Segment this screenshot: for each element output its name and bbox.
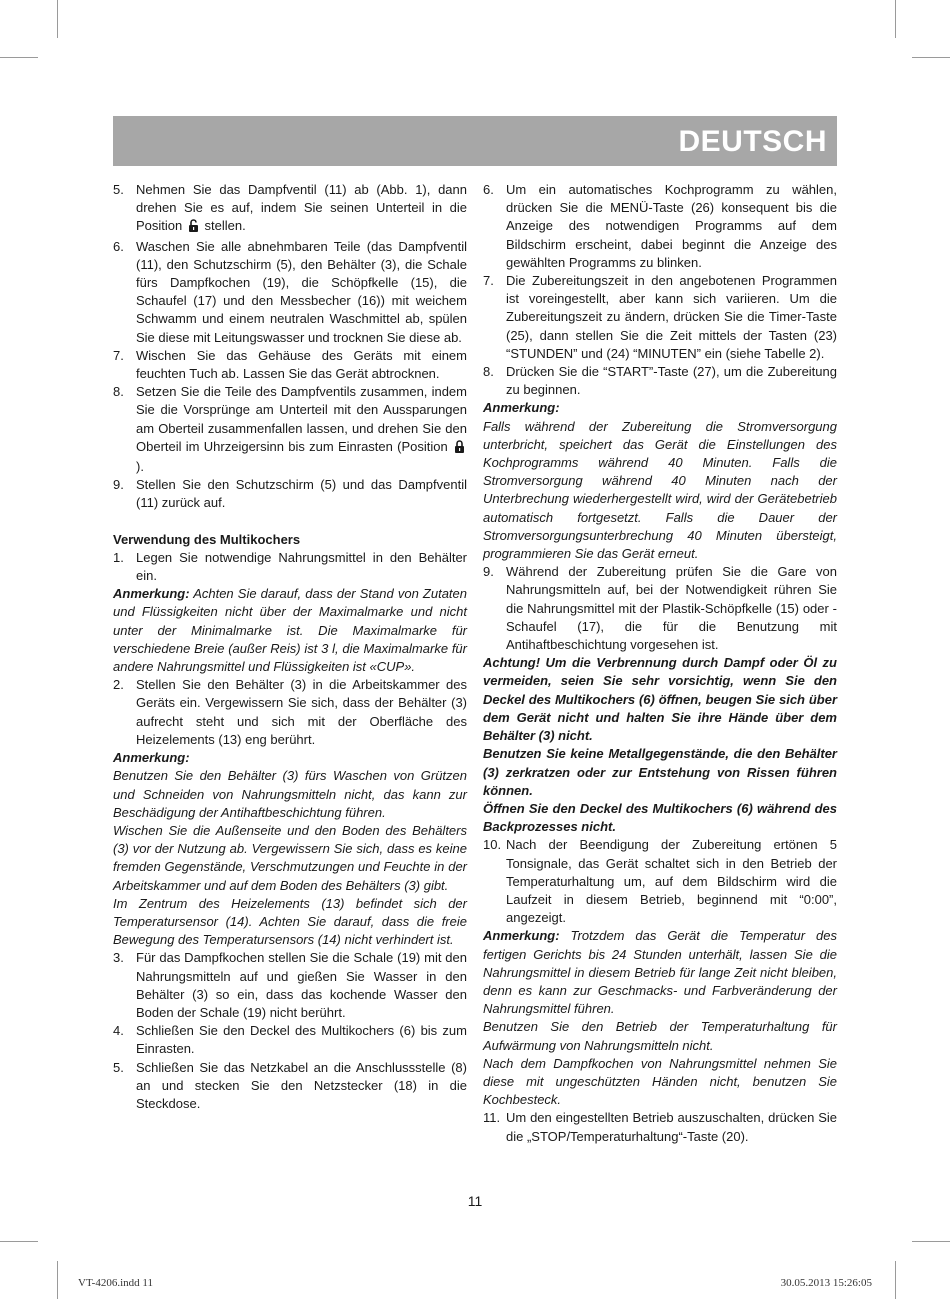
list-item: 9. Stellen Sie den Schutzschirm (5) und das Dampfventil (11) zurück auf.	[113, 477, 467, 511]
list-item: 7. Wischen Sie das Gehäuse des Geräts mit einem feuchten Tuch ab. Lassen Sie das Gerät abtrocknen.	[113, 347, 467, 382]
crop-mark	[0, 57, 38, 58]
list-item: 6. Um ein automatisches Kochprogramm zu wählen, drücken Sie die MENÜ-Taste (26) konsequent bis die Anzeige des notwendigen Programms auf dem Bildschirm erscheint, dabei beginnt die Anzeige des gewählten Programms zu blinken.	[483, 182, 837, 270]
crop-mark	[57, 0, 58, 38]
section-heading: Verwendung des Multikochers	[113, 531, 301, 547]
note: Wischen Sie die Außenseite und den Boden des Behälters (3) vor der Nutzung ab. Vergewissern Sie sich, dass es keine fremden Gegenstände, Verschmutzungen und Feuchte in der Arbeitskammer und auf dem Boden des Behälters (3) gibt.	[113, 822, 467, 893]
note: Nach dem Dampfkochen von Nahrungsmittel nehmen Sie diese mit ungeschützten Händen nicht, benutzen Sie Kochbesteck.	[483, 1055, 837, 1108]
list-item: 10. Nach der Beendigung der Zubereitung ertönen 5 Tonsignale, das Gerät schaltet sich in den Betrieb der Temperaturhaltung um, auf dem Bildschirm wird die Laufzeit in diesem Betrieb, beginnend mit “0:00”, angezeigt.	[483, 837, 837, 926]
note: Benutzen Sie den Behälter (3) fürs Waschen von Grützen und Schneiden von Nahrungsmitteln nicht, das kann zur Beschädigung der Antihaftbeschichtung führen.	[113, 768, 467, 820]
list-item: 1. Legen Sie notwendige Nahrungsmittel in den Behälter ein.	[113, 549, 467, 584]
note-label: Anmerkung:	[113, 586, 190, 602]
note: Benutzen Sie den Betrieb der Temperaturhaltung für Aufwärmung von Nahrungsmitteln nicht.	[483, 1019, 837, 1053]
list-item: 8. Drücken Sie die “START”-Taste (27), um die Zubereitung zu beginnen.	[483, 364, 837, 398]
note: Im Zentrum des Heizelements (13) befindet sich der Temperatursensor (14). Achten Sie darauf, dass die freie Bewegung des Temperatursensors (14) nicht verhindert ist.	[113, 895, 467, 948]
list-item: 5. Schließen Sie das Netzkabel an die Anschlussstelle (8) an und stecken Sie den Netzstecker (18) in die Steckdose.	[113, 1059, 467, 1111]
left-column	[113, 181, 467, 1113]
list-item: 2. Stellen Sie den Behälter (3) in die Arbeitskammer des Geräts ein. Vergewissern Sie sich, dass der Behälter (3) aufrecht steht und sich mit der Oberfläche des Heizelements (13) eng berührt.	[113, 677, 467, 747]
list-item: 6. Waschen Sie alle abnehmbaren Teile (das Dampfventil (11), den Schutzschirm (5), den Behälter (3), die Schale fürs Dampfkochen (19), die Schöpfkelle (15), die Schaufel (17) und den Messbecher (16)) mit weichem Schwamm und einem neutralen Waschmittel ab, spülen Sie diese mit Leitungswasser und trocknen Sie diese ab.	[113, 238, 467, 345]
page-number: 11	[467, 1193, 483, 1209]
note: Anmerkung: Trotzdem das Gerät die Temperatur des fertigen Gerichts bis 24 Stunden unterhält, lassen Sie die Nahrungsmittel in diesem Betrieb für lange Zeit nicht bleiben, denn es kann zur Geschmacks- und Farbveränderung der Nahrungsmittel führen.	[483, 928, 837, 1017]
language-title: DEUTSCH	[678, 125, 827, 158]
crop-mark	[895, 0, 896, 38]
crop-mark	[912, 1241, 950, 1242]
list-item: 4. Schließen Sie den Deckel des Multikochers (6) bis zum Einrasten.	[113, 1023, 467, 1057]
list-item: 3. Für das Dampfkochen stellen Sie die Schale (19) mit den Nahrungsmitteln auf und gießen Sie Wasser in den Behälter (3) so ein, dass das kochende Wasser den Boden der Schale (19) nicht berührt.	[113, 950, 467, 1020]
warning: Benutzen Sie keine Metallgegenstände, die den Behälter (3) zerkratzen oder zur Entstehung von Rissen führen können.	[483, 746, 837, 798]
list-item: 11. Um den eingestellten Betrieb auszuschalten, drücken Sie die „STOP/Temperaturhaltung“-Taste (20).	[483, 1110, 837, 1144]
crop-mark	[0, 1241, 38, 1242]
note: Anmerkung: Achten Sie darauf, dass der Stand von Zutaten und Flüssigkeiten nicht über der Maximalmarke und nicht unter der Minimalmarke ist. Die Maximalmarke für verschiedene Breie (außer Reis) ist 3 l, die Maximalmarke für andere Nahrungsmittel und Flüssigkeiten ist «CUP».	[113, 586, 467, 675]
list-item: 7. Die Zubereitungszeit in den angebotenen Programmen ist voreingestellt, aber kann sich variieren. Um die Zubereitungszeit zu ändern, drücken Sie die Timer-Taste (25), dann stellen Sie die Zeit mittels der Tasten (23) “STUNDEN” und (24) “MINUTEN” ein (siehe Tabelle 2).	[483, 273, 837, 361]
crop-mark	[57, 1261, 58, 1299]
warning: Öffnen Sie den Deckel des Multikochers (6) während des Backprozesses nicht.	[483, 800, 837, 835]
note: Falls während der Zubereitung die Stromversorgung unterbricht, speichert das Gerät die Einstellungen des Kochprogramms während 40 Minuten. Falls die Stromversorgung während 40 Minuten nach der Unterbrechung wiederhergestellt wird, wird der Gerätebetrieb automatisch fortgesetzt. Falls die Dauer der Stromversorgungsunterbrechung 40 Minuten übersteigt, programmieren Sie das Gerät erneut.	[483, 418, 837, 562]
list-item: 5. Nehmen Sie das Dampfventil (11) ab (Abb. 1), dann drehen Sie es auf, indem Sie seinen Unterteil in die Position stellen.	[113, 181, 467, 238]
list-item: 8. Setzen Sie die Teile des Dampfventils zusammen, indem Sie die Vorsprünge am Unterteil mit den Aussparungen am Oberteil zusammenfallen lassen, und drehen Sie den Oberteil im Uhrzeigersinn bis zum Einrasten (Position ).	[113, 384, 467, 475]
note-label: Anmerkung:	[113, 750, 190, 766]
note-label: Anmerkung:	[483, 928, 560, 944]
locked-padlock-icon	[454, 440, 465, 458]
warning: Achtung! Um die Verbrennung durch Dampf oder Öl zu vermeiden, seien Sie sehr vorsichtig, wenn Sie den Deckel des Multikochers (6) öffnen, beugen Sie sich über dem Gerät nicht und halten Sie ihre Hände über dem Behälter (3) nicht.	[483, 655, 837, 744]
footer-file: VT-4206.indd 11	[78, 1277, 153, 1289]
crop-mark	[895, 1261, 896, 1299]
language-banner	[113, 116, 837, 166]
list-item: 9. Während der Zubereitung prüfen Sie die Gare von Nahrungsmitteln auf, bei der Notwendigkeit rühren Sie die Nahrungsmittel mit der Plastik-Schöpfkelle (15) oder -Schaufel (17), die für die Benutzung mit Antihaftbeschichtung vorgesehen ist.	[483, 564, 837, 653]
crop-mark	[912, 57, 950, 58]
unlocked-padlock-icon	[188, 219, 199, 237]
note-label: Anmerkung:	[483, 400, 560, 416]
right-column	[483, 181, 837, 1146]
footer-timestamp: 30.05.2013 15:26:05	[780, 1277, 872, 1289]
